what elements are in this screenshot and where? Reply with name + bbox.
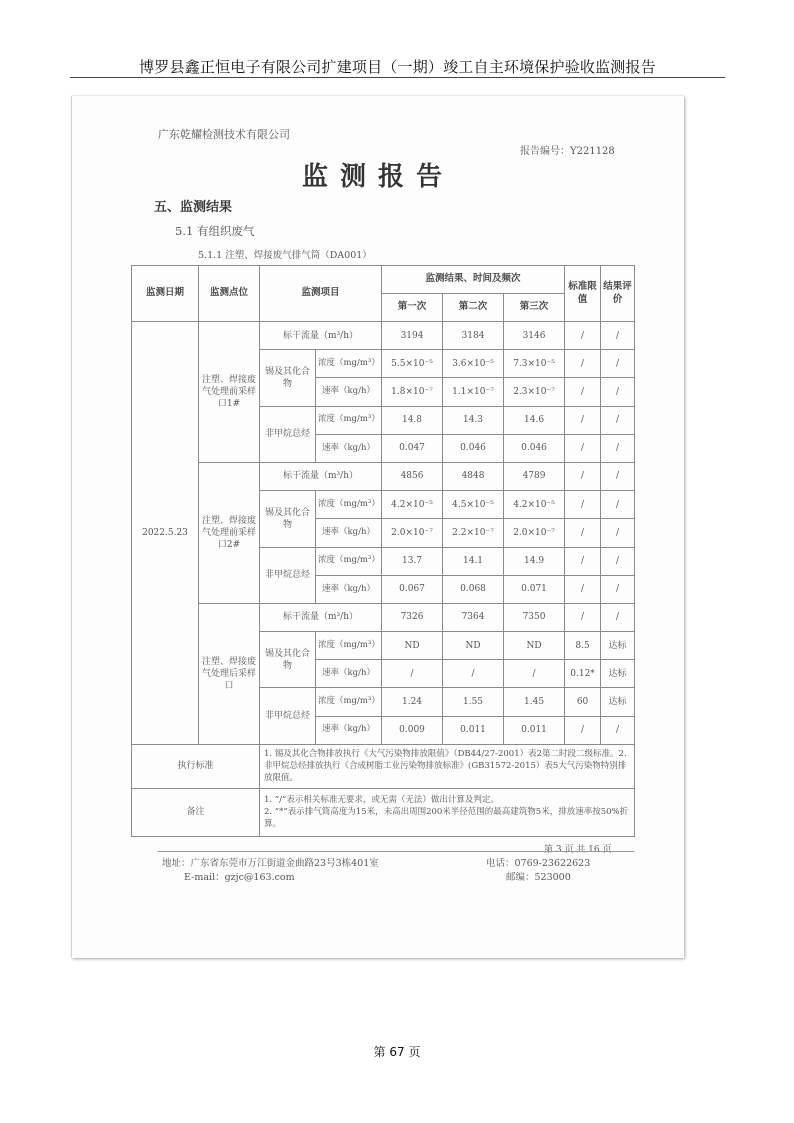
- limit-cell: 0.12*: [565, 660, 601, 688]
- limit-cell: /: [565, 716, 601, 744]
- nmhc-label: 非甲烷总烃: [260, 406, 316, 462]
- value-cell: 14.1: [443, 547, 504, 575]
- nmhc-label: 非甲烷总烃: [260, 688, 316, 744]
- value-cell: 4789: [504, 462, 565, 490]
- header-evaluation: 结果评价: [601, 266, 635, 322]
- flow-label: 标干流量（m³/h）: [260, 322, 382, 350]
- point-cell: 注塑、焊接废气处理后采样口: [199, 603, 260, 744]
- value-cell: 4848: [443, 462, 504, 490]
- value-cell: 0.046: [443, 434, 504, 462]
- company-address: 地址：广东省东莞市万江街道金曲路23号3栋401室: [162, 858, 379, 869]
- header-second: 第二次: [443, 294, 504, 322]
- table-row: [132, 322, 635, 350]
- page-header: 博罗县鑫正恒电子有限公司扩建项目（一期）竣工自主环境保护验收监测报告: [139, 58, 656, 76]
- value-cell: 5.5×10⁻⁵: [382, 350, 443, 378]
- conc-label: 浓度（mg/m³）: [316, 688, 382, 716]
- conc-label: 浓度（mg/m³）: [316, 632, 382, 660]
- nmhc-label: 非甲烷总烃: [260, 547, 316, 603]
- point-cell: 注塑、焊接废气处理前采样口1#: [199, 322, 260, 463]
- value-cell: 2.0×10⁻⁷: [382, 519, 443, 547]
- value-cell: 14.6: [504, 406, 565, 434]
- value-cell: 3194: [382, 322, 443, 350]
- tin-label: 锡及其化合物: [260, 632, 316, 688]
- evaluation-cell: 达标: [601, 632, 635, 660]
- evaluation-cell: /: [601, 575, 635, 603]
- tin-label: 锡及其化合物: [260, 491, 316, 547]
- value-cell: 7364: [443, 603, 504, 631]
- remarks-label: 备注: [132, 788, 260, 836]
- value-cell: 0.011: [443, 716, 504, 744]
- limit-cell: /: [565, 434, 601, 462]
- value-cell: ND: [382, 632, 443, 660]
- limit-cell: 8.5: [565, 632, 601, 660]
- value-cell: 1.8×10⁻⁷: [382, 378, 443, 406]
- evaluation-cell: /: [601, 378, 635, 406]
- header-limit: 标准限值: [565, 266, 601, 322]
- value-cell: /: [504, 660, 565, 688]
- value-cell: /: [443, 660, 504, 688]
- evaluation-cell: /: [601, 406, 635, 434]
- limit-cell: /: [565, 462, 601, 490]
- value-cell: 1.24: [382, 688, 443, 716]
- value-cell: 14.9: [504, 547, 565, 575]
- value-cell: 13.7: [382, 547, 443, 575]
- rate-label: 速率（kg/h）: [316, 660, 382, 688]
- value-cell: 0.068: [443, 575, 504, 603]
- value-cell: 1.45: [504, 688, 565, 716]
- section-title: 五、监测结果: [154, 200, 233, 215]
- limit-cell: /: [565, 406, 601, 434]
- company-email: E-mail：gzjc@163.com: [184, 872, 295, 883]
- value-cell: 4856: [382, 462, 443, 490]
- evaluation-cell: /: [601, 462, 635, 490]
- document-title: 监测报告: [301, 162, 454, 192]
- value-cell: 2.2×10⁻⁷: [443, 519, 504, 547]
- value-cell: 14.3: [443, 406, 504, 434]
- limit-cell: /: [565, 491, 601, 519]
- rate-label: 速率（kg/h）: [316, 575, 382, 603]
- value-cell: 4.2×10⁻⁵: [382, 491, 443, 519]
- monitoring-results-table: [131, 265, 635, 837]
- tin-label: 锡及其化合物: [260, 350, 316, 406]
- conc-label: 浓度（mg/m³）: [316, 406, 382, 434]
- company-postal-code: 邮编：523000: [506, 872, 571, 883]
- flow-label: 标干流量（m³/h）: [260, 603, 382, 631]
- limit-cell: /: [565, 519, 601, 547]
- evaluation-cell: /: [601, 547, 635, 575]
- header-divider: [70, 77, 725, 78]
- table-row: [132, 603, 635, 631]
- rate-label: 速率（kg/h）: [316, 716, 382, 744]
- value-cell: 0.011: [504, 716, 565, 744]
- evaluation-cell: /: [601, 491, 635, 519]
- evaluation-cell: /: [601, 716, 635, 744]
- header-third: 第三次: [504, 294, 565, 322]
- limit-cell: /: [565, 350, 601, 378]
- remark-1: 1. “/”表示相关标准无要求，或无需（无法）做出计算及判定。: [264, 794, 499, 805]
- evaluation-cell: /: [601, 350, 635, 378]
- evaluation-cell: /: [601, 322, 635, 350]
- value-cell: 7326: [382, 603, 443, 631]
- value-cell: 3146: [504, 322, 565, 350]
- flow-label: 标干流量（m³/h）: [260, 462, 382, 490]
- scanned-report-page: [72, 96, 684, 958]
- evaluation-cell: 达标: [601, 688, 635, 716]
- limit-cell: /: [565, 603, 601, 631]
- rate-label: 速率（kg/h）: [316, 378, 382, 406]
- limit-cell: /: [565, 322, 601, 350]
- header-item: 监测项目: [260, 266, 382, 322]
- limit-cell: /: [565, 575, 601, 603]
- remarks-text: [260, 788, 635, 836]
- value-cell: 2.0×10⁻⁷: [504, 519, 565, 547]
- header-results: 监测结果、时间及频次: [382, 266, 565, 294]
- standard-row: [132, 744, 635, 788]
- value-cell: 1.1×10⁻⁷: [443, 378, 504, 406]
- value-cell: ND: [443, 632, 504, 660]
- value-cell: 0.009: [382, 716, 443, 744]
- date-cell: 2022.5.23: [132, 322, 199, 745]
- limit-cell: 60: [565, 688, 601, 716]
- value-cell: 1.55: [443, 688, 504, 716]
- value-cell: 0.046: [504, 434, 565, 462]
- value-cell: 14.8: [382, 406, 443, 434]
- value-cell: 3184: [443, 322, 504, 350]
- value-cell: 0.071: [504, 575, 565, 603]
- page-number: 第 67 页: [373, 1045, 421, 1059]
- conc-label: 浓度（mg/m³）: [316, 350, 382, 378]
- evaluation-cell: 达标: [601, 660, 635, 688]
- limit-cell: /: [565, 378, 601, 406]
- point-cell: 注塑、焊接废气处理前采样口2#: [199, 462, 260, 603]
- header-point: 监测点位: [199, 266, 260, 322]
- value-cell: 2.3×10⁻⁷: [504, 378, 565, 406]
- evaluation-cell: /: [601, 519, 635, 547]
- limit-cell: /: [565, 547, 601, 575]
- value-cell: 4.5×10⁻⁵: [443, 491, 504, 519]
- value-cell: 0.067: [382, 575, 443, 603]
- conc-label: 浓度（mg/m³）: [316, 491, 382, 519]
- value-cell: 0.047: [382, 434, 443, 462]
- report-number: 报告编号：Y221128: [520, 146, 615, 157]
- subsection-title: 5.1 有组织废气: [175, 224, 255, 238]
- table-row: [132, 462, 635, 490]
- standard-label: 执行标准: [132, 744, 260, 788]
- footer-divider: [158, 851, 634, 852]
- remarks-row: [132, 788, 635, 836]
- value-cell: 7350: [504, 603, 565, 631]
- evaluation-cell: /: [601, 434, 635, 462]
- remark-2: 2. “*”表示排气筒高度为15米，未高出周围200米半径范围的最高建筑物5米，排放速率按50%折算。: [264, 807, 629, 830]
- evaluation-cell: /: [601, 603, 635, 631]
- value-cell: ND: [504, 632, 565, 660]
- value-cell: 4.2×10⁻⁵: [504, 491, 565, 519]
- conc-label: 浓度（mg/m³）: [316, 547, 382, 575]
- value-cell: 3.6×10⁻⁵: [443, 350, 504, 378]
- value-cell: /: [382, 660, 443, 688]
- subsubsection-title: 5.1.1 注塑、焊接废气排气筒（DA001）: [198, 250, 372, 261]
- standard-text: 1. 锡及其化合物排放执行《大气污染物排放限值》（DB44/27-2001）表2第二时段二级标准。2. 非甲烷总烃排放执行《合成树脂工业污染物排放标准》(GB31572-2015）表5大气污染物特别排放限值。: [260, 744, 635, 788]
- report-page-count: 第 3 页 共 16 页: [544, 845, 612, 855]
- company-phone: 电话：0769-23622623: [486, 858, 591, 869]
- rate-label: 速率（kg/h）: [316, 519, 382, 547]
- header-first: 第一次: [382, 294, 443, 322]
- rate-label: 速率（kg/h）: [316, 434, 382, 462]
- header-date: 监测日期: [132, 266, 199, 322]
- company-name: 广东乾耀检测技术有限公司: [158, 128, 290, 141]
- value-cell: 7.3×10⁻⁵: [504, 350, 565, 378]
